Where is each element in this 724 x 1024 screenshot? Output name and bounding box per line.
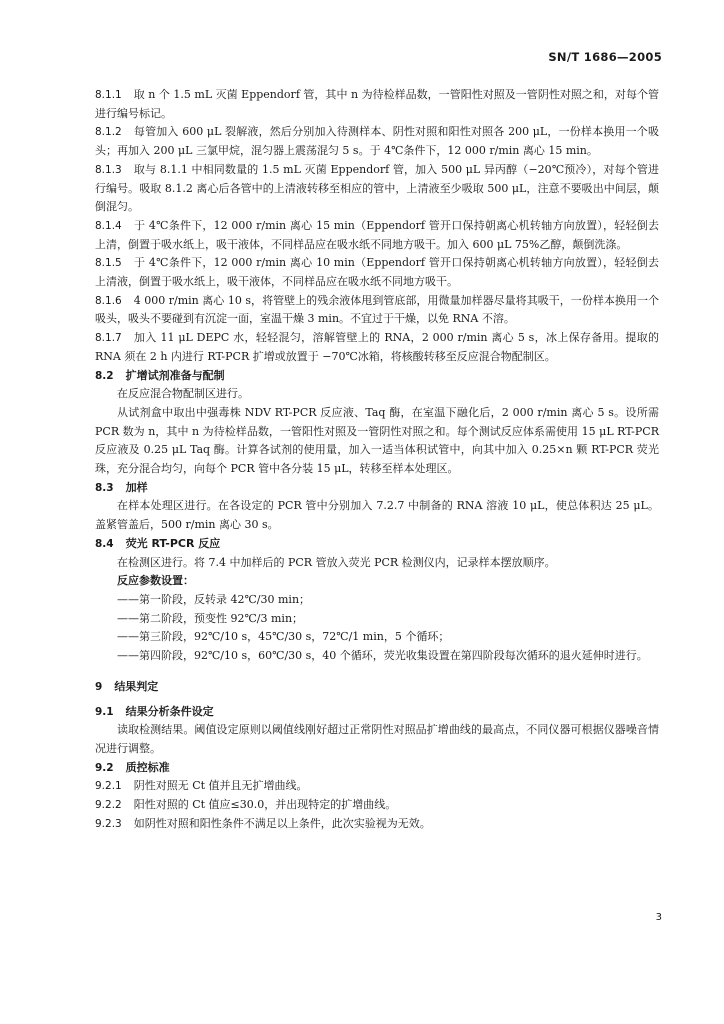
section-title: 扩增试剂准备与配制: [125, 368, 225, 382]
section-heading-9: [95, 678, 659, 697]
page-number: 3: [655, 912, 662, 923]
clause-number: 8.1.7: [95, 332, 122, 345]
section-number: 9: [95, 680, 103, 693]
section-title: 质控标准: [125, 760, 170, 774]
spacer: [95, 666, 659, 678]
paragraph-text: 如阴性对照和阳性条件不满足以上条件，此次实验视为无效。: [133, 816, 431, 830]
section-8-4-paragraph-1: 在检测区进行。将 7.4 中加样后的 PCR 管放入荧光 PCR 检测仪内，记录样本摆放顺序。: [117, 555, 556, 569]
section-8-2-paragraph-1: 在反应混合物配制区进行。: [117, 387, 249, 401]
standard-code: SN/T 1686—2005: [548, 50, 662, 64]
section-number: 8.2: [95, 369, 114, 382]
section-title: 结果判定: [114, 679, 159, 693]
paragraph-text: 4 000 r/min 离心 10 s，将管壁上的残余液体甩到管底部，用微量加样器尽量将其吸干，一份样本换用一个吸头，吸头不要碰到有沉淀一面，室温干燥 3 min。不宜过于干燥，以免 RNA 不溶。: [95, 293, 659, 326]
paragraph-9-2-2: [95, 796, 659, 815]
paragraph-8-1-5: [95, 254, 659, 291]
paragraph-9-2-3: [95, 815, 659, 834]
paragraph-9-2-1: [95, 777, 659, 796]
section-number: 8.4: [95, 537, 114, 550]
section-heading-8-2: [95, 367, 659, 386]
paragraph-text: 于 4℃条件下，12 000 r/min 离心 15 min（Eppendorf 管开口保持朝离心机转轴方向放置），轻轻倒去上清，倒置于吸水纸上，吸干液体，不同样品应在吸水纸不同地方吸干。加入 600 μL 75%乙醇，颠倒洗涤。: [95, 218, 659, 251]
section-heading-8-4: [95, 535, 659, 554]
clause-number: 9.2.2: [95, 799, 122, 812]
paragraph-text: 阳性对照的 Ct 值应≤30.0，并出现特定的扩增曲线。: [133, 798, 397, 812]
clause-number: 9.2.3: [95, 817, 122, 830]
section-number: 9.1: [95, 705, 114, 718]
reaction-params-label: 反应参数设置：: [117, 574, 194, 588]
section-number: 9.2: [95, 761, 114, 774]
section-heading-9-1: [95, 703, 659, 722]
paragraph-text: 于 4℃条件下，12 000 r/min 离心 10 min（Eppendorf 管开口保持朝离心机转轴方向放置），轻轻倒去上清液，倒置于吸水纸上，吸干液体，不同样品应在吸水纸不同地方吸干。: [95, 256, 659, 289]
paragraph-8-1-6: [95, 292, 659, 329]
reaction-step-2: ——第二阶段，预变性 92℃/3 min；: [117, 611, 304, 625]
section-number: 8.3: [95, 481, 114, 494]
clause-number: 8.1.4: [95, 219, 122, 232]
reaction-step-1: ——第一阶段，反转录 42℃/30 min；: [117, 592, 311, 606]
clause-number: 8.1.5: [95, 257, 122, 270]
reaction-step-4: ——第四阶段，92℃/10 s，60℃/30 s，40 个循环，荧光收集设置在第四阶段每次循环的退火延伸时进行。: [117, 649, 648, 663]
section-title: 结果分析条件设定: [125, 704, 214, 718]
paragraph-text: 加入 11 μL DEPC 水，轻轻混匀，溶解管壁上的 RNA，2 000 r/min 离心 5 s，冰上保存备用。提取的 RNA 须在 2 h 内进行 RT-PCR 扩增或放置于 −70℃冰箱，将核酸转移至反应混合物配制区。: [95, 331, 659, 363]
document-body: [95, 86, 659, 833]
clause-number: 8.1.3: [95, 163, 122, 176]
reaction-step-3: ——第三阶段，92℃/10 s，45℃/30 s，72℃/1 min，5 个循环；: [117, 630, 450, 644]
section-heading-8-3: [95, 479, 659, 498]
section-8-2-paragraph-2: 从试剂盒中取出中强毒株 NDV RT-PCR 反应液、Taq 酶，在室温下融化后，2 000 r/min 离心 5 s。设所需 PCR 数为 n，其中 n 为待检样品数，一管阳性对照及一管阴性对照之和。每个测试反应体系需使用 15 μL RT-PCR 反应液及 0.25 μL Taq 酶。计算各试剂的使用量，加入一适当体积试管中，向其中加入 0.25×n 颗 RT-PCR 荧光珠，充分混合均匀，向每个 PCR 管中各分装 15 μL，转移至样本处理区。: [95, 405, 659, 476]
paragraph-text: 阴性对照无 Ct 值并且无扩增曲线。: [133, 779, 308, 793]
section-title: 加样: [125, 480, 148, 494]
paragraph-text: 取与 8.1.1 中相同数量的 1.5 mL 灭菌 Eppendorf 管，加入 500 μL 异丙醇（−20℃预冷），对每个管进行编号。吸取 8.1.2 离心后各管中的上清液转移至相应的管中，上清液至少吸取 500 μL，注意不要吸出中间层，颠倒混匀。: [95, 162, 659, 214]
section-8-3-paragraph-1: 在样本处理区进行。在各设定的 PCR 管中分别加入 7.2.7 中制备的 RNA 溶液 10 μL，使总体积达 25 μL。盖紧管盖后，500 r/min 离心 30 s。: [95, 499, 659, 532]
section-title: 荧光 RT-PCR 反应: [125, 536, 221, 550]
clause-number: 8.1.6: [95, 294, 122, 307]
paragraph-text: 每管加入 600 μL 裂解液，然后分别加入待测样本、阴性对照和阳性对照各 200 μL，一份样本换用一个吸头；再加入 200 μL 三氯甲烷，混匀器上震荡混匀 5 s。于 4℃条件下，12 000 r/min 离心 15 min。: [95, 125, 659, 158]
clause-number: 8.1.2: [95, 126, 122, 139]
paragraph-8-1-2: [95, 123, 659, 160]
section-9-1-paragraph: 读取检测结果。阈值设定原则以阈值线刚好超过正常阴性对照品扩增曲线的最高点，不同仪器可根据仪器噪音情况进行调整。: [95, 723, 659, 755]
clause-number: 9.2.1: [95, 780, 122, 793]
paragraph-8-1-3: [95, 161, 659, 217]
paragraph-8-1-7: [95, 329, 659, 366]
paragraph-8-1-1: [95, 86, 659, 123]
paragraph-8-1-4: [95, 217, 659, 254]
clause-number: 8.1.1: [95, 89, 122, 101]
paragraph-text: 取 n 个 1.5 mL 灭菌 Eppendorf 管，其中 n 为待检样品数，一管阳性对照及一管阴性对照之和，对每个管进行编号标记。: [95, 88, 659, 120]
section-heading-9-2: [95, 759, 659, 778]
